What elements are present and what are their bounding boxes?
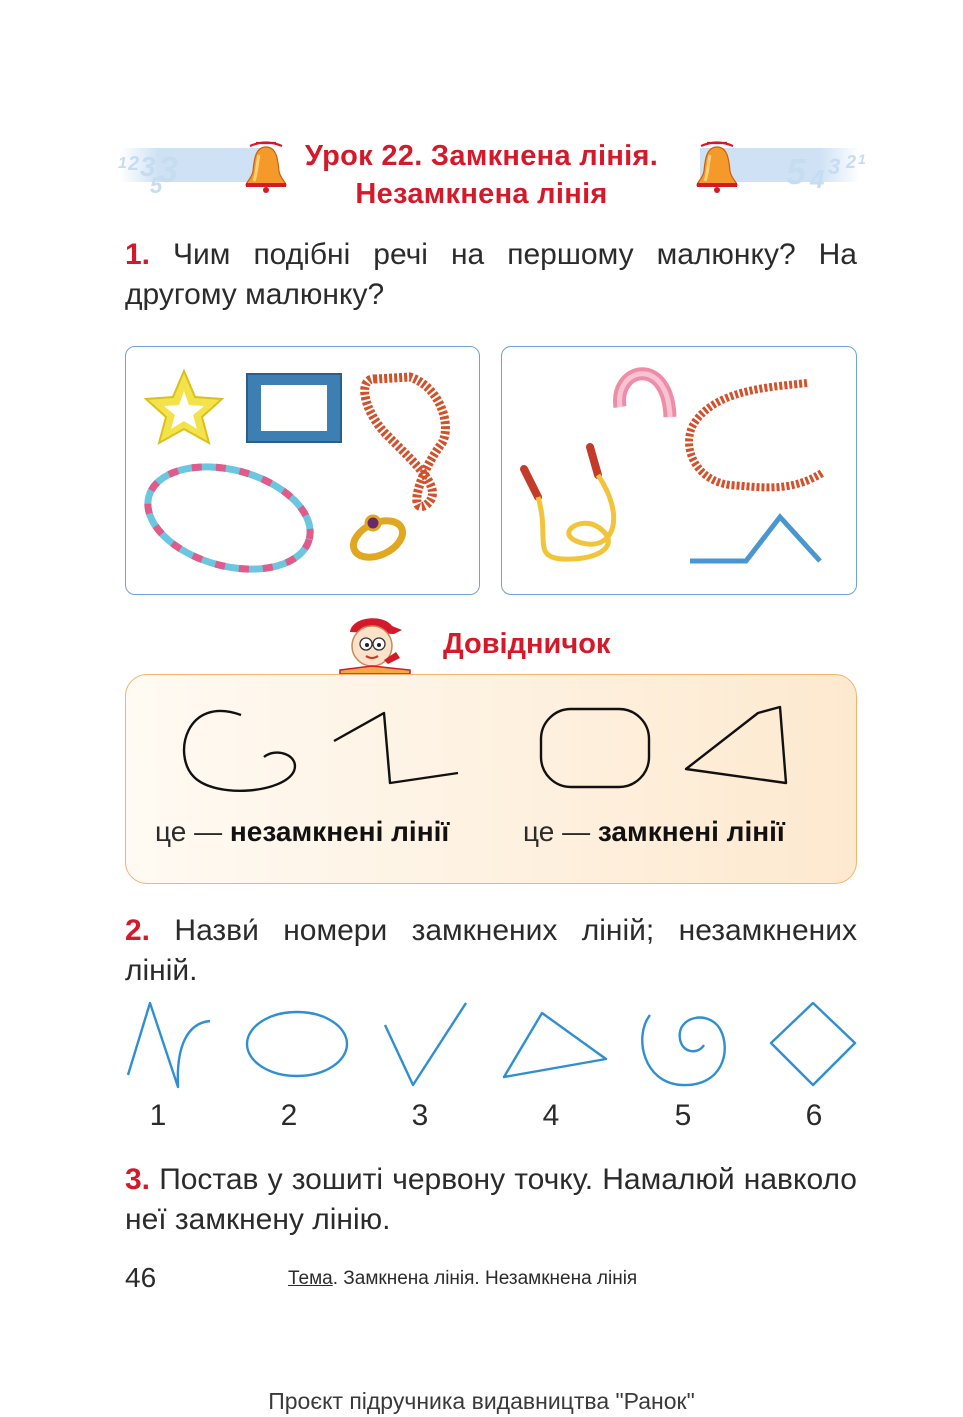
task-2-shapes xyxy=(120,995,865,1095)
page-number: 46 xyxy=(125,1262,157,1293)
svg-text:3: 3 xyxy=(140,151,156,182)
shape-number-5: 5 xyxy=(674,1099,692,1132)
open-lines-caption: це — незамкнені лінії xyxy=(155,816,450,847)
closed-rounded-rect-example xyxy=(541,709,649,787)
task-3 xyxy=(125,1160,857,1240)
task-3-number: 3. xyxy=(125,1163,151,1196)
closed-quadrilateral-example xyxy=(686,707,786,783)
svg-text:4: 4 xyxy=(810,164,825,194)
svg-text:2: 2 xyxy=(128,153,140,175)
shape-4-closed-triangle xyxy=(504,1013,606,1077)
jump-rope-icon xyxy=(524,447,614,559)
shape-number-4: 4 xyxy=(542,1099,560,1132)
lesson-title-line1: Урок 22. Замкнена лінія. xyxy=(304,140,659,172)
task-1 xyxy=(125,235,857,315)
shape-5-open-spiral xyxy=(642,1015,724,1085)
reference-box xyxy=(125,674,857,884)
task-2-text: Назви́ номери замкнених ліній; незамкнених ліній. xyxy=(125,914,857,987)
shape-6-closed-rhombus xyxy=(771,1003,855,1085)
bead-necklace-icon xyxy=(365,377,446,507)
lesson-title-line2: Незамкнена лінія xyxy=(355,178,608,210)
task-2 xyxy=(125,911,857,991)
ring-icon xyxy=(348,514,409,565)
hoop-icon xyxy=(136,450,321,586)
reading-boy-icon xyxy=(336,612,416,678)
task-1-number: 1. xyxy=(125,238,151,271)
task-1-text: Чим подібні речі на першому малюнку? На другому малюнку? xyxy=(125,238,857,311)
task-2-number: 2. xyxy=(125,914,151,947)
shape-number-2: 2 xyxy=(280,1099,298,1132)
svg-text:2: 2 xyxy=(846,152,857,172)
broken-line-icon xyxy=(690,517,820,561)
svg-text:1: 1 xyxy=(858,151,866,167)
star-frame-icon xyxy=(146,371,222,443)
shape-number-3: 3 xyxy=(411,1099,429,1132)
svg-text:5: 5 xyxy=(150,173,163,198)
shape-1-open-zigzag xyxy=(128,1003,210,1087)
page-theme: Тема. Замкнена лінія. Незамкнена лінія xyxy=(288,1268,638,1289)
svg-text:1: 1 xyxy=(118,155,127,172)
closed-objects-panel xyxy=(125,346,480,595)
project-note: Проєкт підручника видавництва "Ранок" xyxy=(268,1388,695,1414)
open-curve-example xyxy=(184,711,295,791)
shape-2-closed-oval xyxy=(247,1012,347,1076)
shape-number-1: 1 xyxy=(149,1099,167,1132)
hairband-icon xyxy=(620,374,670,417)
svg-text:3: 3 xyxy=(828,154,841,179)
task-3-text: Постав у зошиті червону точку. Намалюй навколо неї замкнену лінію. xyxy=(125,1163,857,1236)
bead-string-icon xyxy=(689,383,822,487)
shape-3-open-v xyxy=(385,1003,466,1085)
svg-text:5: 5 xyxy=(786,151,807,192)
reference-title: Довідничок xyxy=(443,628,611,660)
shape-number-6: 6 xyxy=(805,1099,823,1132)
open-zigzag-example xyxy=(334,713,458,783)
svg-text:3: 3 xyxy=(158,149,179,190)
closed-lines-caption: це — замкнені лінії xyxy=(523,816,785,847)
picture-frame-icon xyxy=(247,374,341,442)
open-objects-panel xyxy=(501,346,857,595)
